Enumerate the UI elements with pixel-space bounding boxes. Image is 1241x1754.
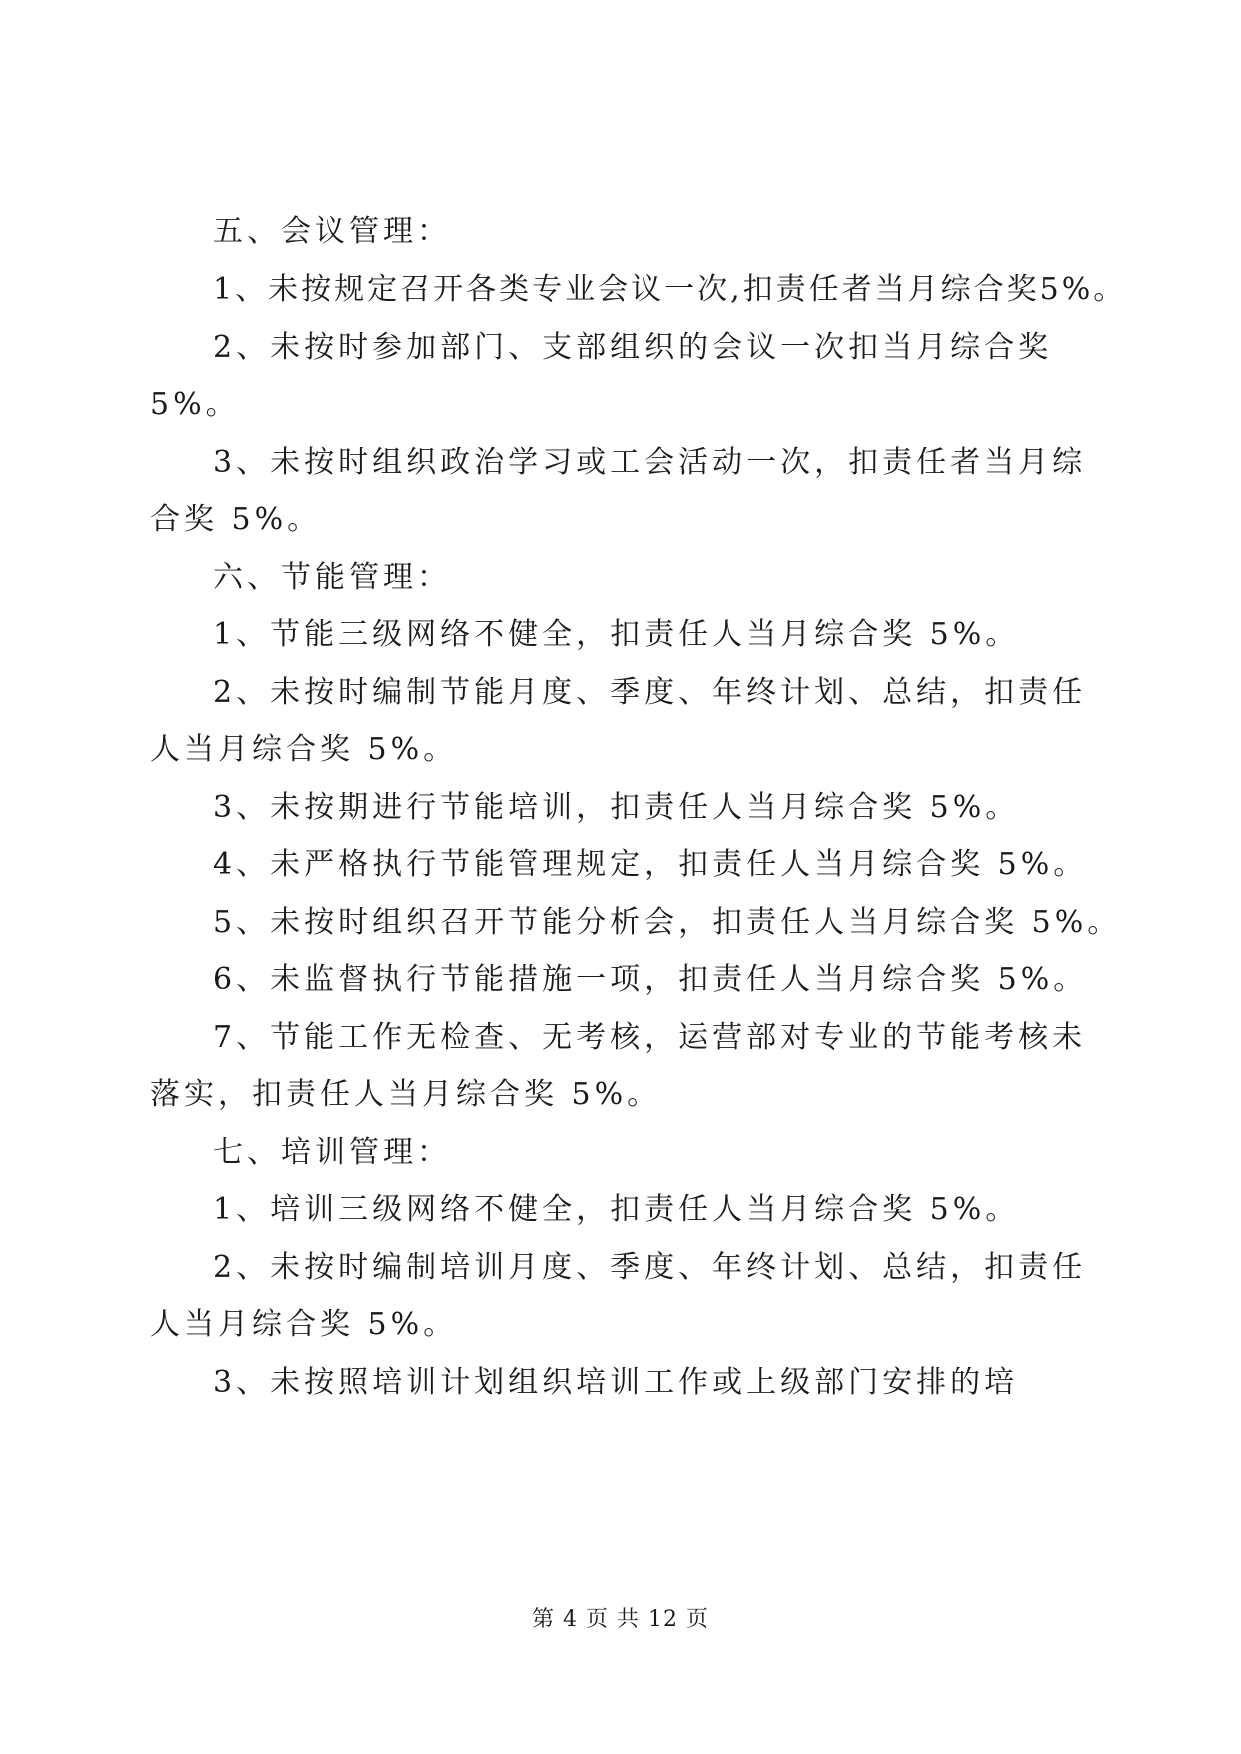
paragraph-line: 人当月综合奖 5%。: [150, 1307, 458, 1342]
paragraph-line: 2、未按时编制培训月度、季度、年终计划、总结，扣责任: [213, 1250, 1087, 1285]
paragraph-line: 3、未按照培训计划组织培训工作或上级部门安排的培: [213, 1365, 1019, 1400]
paragraph-line: 5%。: [150, 387, 240, 422]
paragraph-line: 2、未按时参加部门、支部组织的会议一次扣当月综合奖: [213, 330, 1053, 365]
paragraph-line: 6、未监督执行节能措施一项，扣责任人当月综合奖 5%。: [213, 962, 1088, 997]
paragraph-line: 3、未按期进行节能培训，扣责任人当月综合奖 5%。: [213, 790, 1020, 825]
paragraph-line: 5、未按时组织召开节能分析会，扣责任人当月综合奖 5%。: [213, 905, 1122, 940]
paragraph-line: 3、未按时组织政治学习或工会活动一次，扣责任者当月综: [213, 445, 1087, 480]
paragraph-line: 1、未按规定召开各类专业会议一次,扣责任者当月综合奖5%。: [213, 272, 1127, 307]
page-number-footer: 第 4 页 共 12 页: [532, 1607, 709, 1632]
paragraph-line: 落实，扣责任人当月综合奖 5%。: [150, 1077, 662, 1112]
paragraph-line: 1、培训三级网络不健全，扣责任人当月综合奖 5%。: [213, 1192, 1020, 1227]
paragraph-line: 4、未严格执行节能管理规定，扣责任人当月综合奖 5%。: [213, 847, 1088, 882]
section-heading-training: 七、培训管理：: [213, 1135, 451, 1170]
paragraph-line: 2、未按时编制节能月度、季度、年终计划、总结，扣责任: [213, 675, 1087, 710]
paragraph-line: 1、节能三级网络不健全，扣责任人当月综合奖 5%。: [213, 617, 1020, 652]
section-heading-meeting: 五、会议管理：: [213, 214, 451, 249]
paragraph-line: 人当月综合奖 5%。: [150, 732, 458, 767]
section-heading-energy: 六、节能管理：: [213, 560, 451, 595]
paragraph-line: 7、节能工作无检查、无考核，运营部对专业的节能考核未: [213, 1020, 1087, 1055]
paragraph-line: 合奖 5%。: [150, 502, 322, 537]
